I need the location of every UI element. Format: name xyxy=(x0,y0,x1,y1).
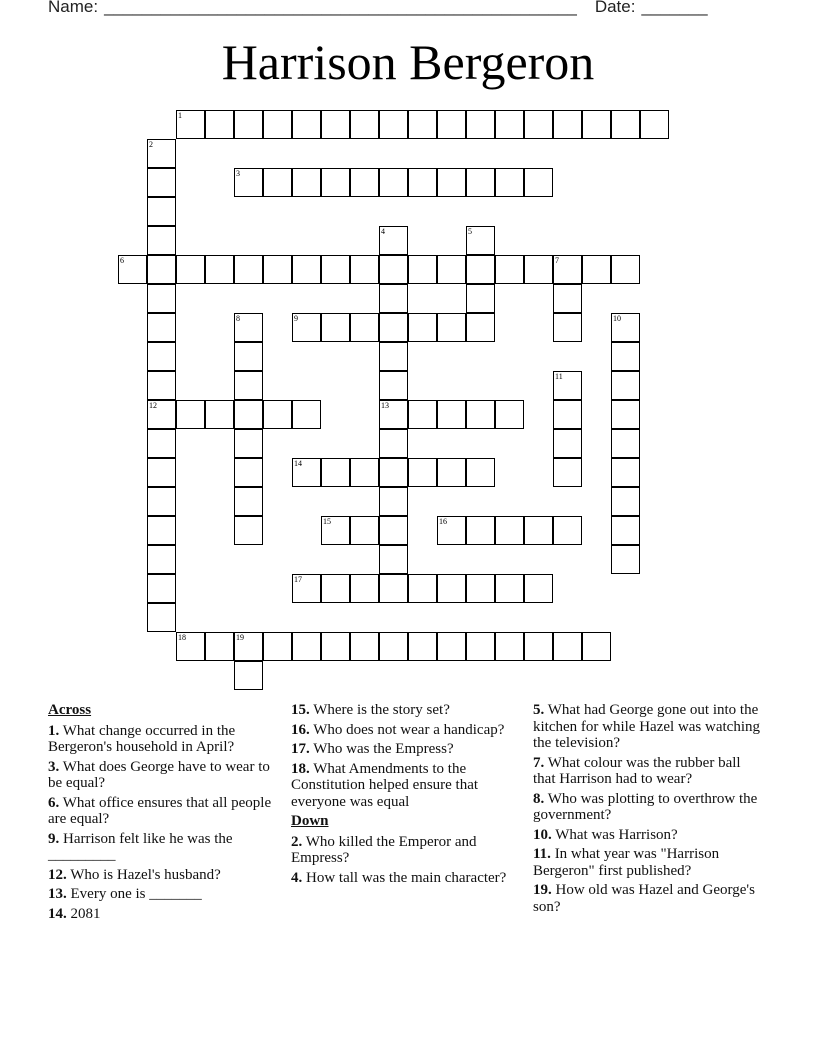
crossword-cell[interactable] xyxy=(582,255,611,284)
crossword-cell[interactable] xyxy=(379,110,408,139)
crossword-cell[interactable] xyxy=(553,429,582,458)
crossword-cell[interactable] xyxy=(611,313,640,342)
crossword-cell[interactable] xyxy=(466,226,495,255)
crossword-cell[interactable] xyxy=(408,400,437,429)
clue-down-19 xyxy=(533,882,765,915)
clue-text: Harrison felt like he was the _________ xyxy=(48,830,233,863)
cell-number: 5 xyxy=(468,227,472,236)
clue-text: Who does not wear a handicap? xyxy=(313,721,505,738)
clue-column-1 xyxy=(48,702,280,925)
crossword-cell[interactable] xyxy=(118,255,147,284)
crossword-cell[interactable] xyxy=(553,255,582,284)
crossword-cell[interactable] xyxy=(379,342,408,371)
crossword-cell[interactable] xyxy=(640,110,669,139)
crossword-cell[interactable] xyxy=(147,197,176,226)
crossword-cell[interactable] xyxy=(553,284,582,313)
clue-text: What was Harrison? xyxy=(555,826,678,843)
crossword-cell[interactable] xyxy=(176,400,205,429)
crossword-cell[interactable] xyxy=(205,255,234,284)
clue-number: 18. xyxy=(291,760,310,777)
clue-across-9 xyxy=(48,831,280,864)
crossword-cell[interactable] xyxy=(147,603,176,632)
clue-text: How tall was the main character? xyxy=(306,869,507,886)
crossword-cell[interactable] xyxy=(553,458,582,487)
crossword-cell[interactable] xyxy=(611,516,640,545)
crossword-cell[interactable] xyxy=(437,110,466,139)
crossword-cell[interactable] xyxy=(321,632,350,661)
clue-number: 5. xyxy=(533,702,545,718)
crossword-cell[interactable] xyxy=(350,458,379,487)
cell-number: 8 xyxy=(236,314,240,323)
clue-text: How old was Hazel and George's son? xyxy=(533,882,755,915)
crossword-cell[interactable] xyxy=(379,429,408,458)
date-label: Date: xyxy=(594,0,636,16)
clue-number: 13. xyxy=(48,886,67,902)
crossword-cell[interactable] xyxy=(379,632,408,661)
crossword-cell[interactable] xyxy=(350,255,379,284)
crossword-cell[interactable] xyxy=(379,574,408,603)
crossword-cell[interactable] xyxy=(292,458,321,487)
crossword-cell[interactable] xyxy=(379,545,408,574)
crossword-cell[interactable] xyxy=(350,313,379,342)
crossword-cell[interactable] xyxy=(437,255,466,284)
crossword-cell[interactable] xyxy=(495,574,524,603)
down-heading: Down xyxy=(291,813,329,829)
crossword-cell[interactable] xyxy=(234,487,263,516)
crossword-cell[interactable] xyxy=(408,110,437,139)
clue-text: Who was the Empress? xyxy=(313,741,454,757)
clue-number: 10. xyxy=(533,826,552,843)
crossword-cell[interactable] xyxy=(350,632,379,661)
crossword-cell[interactable] xyxy=(234,110,263,139)
crossword-cell[interactable] xyxy=(234,429,263,458)
crossword-cell[interactable] xyxy=(495,168,524,197)
crossword-cell[interactable] xyxy=(466,284,495,313)
crossword-cell[interactable] xyxy=(292,400,321,429)
crossword-cell[interactable] xyxy=(495,255,524,284)
crossword-cell[interactable] xyxy=(147,429,176,458)
clue-number: 3. xyxy=(48,758,60,775)
clue-number: 11. xyxy=(533,846,551,862)
crossword-cell[interactable] xyxy=(350,574,379,603)
crossword-cell[interactable] xyxy=(147,139,176,168)
clue-down-7 xyxy=(533,755,765,788)
crossword-cell[interactable] xyxy=(466,400,495,429)
crossword-cell[interactable] xyxy=(234,313,263,342)
name-label: Name: xyxy=(48,0,99,16)
puzzle-title: Harrison Bergeron xyxy=(221,34,595,90)
clue-text: What Amendments to the Constitution helped ensure that everyone was equal xyxy=(291,760,479,810)
crossword-cell[interactable] xyxy=(379,226,408,255)
crossword-cell[interactable] xyxy=(553,313,582,342)
crossword-cell[interactable] xyxy=(234,400,263,429)
crossword-cell[interactable] xyxy=(611,371,640,400)
crossword-cell[interactable] xyxy=(321,574,350,603)
crossword-cell[interactable] xyxy=(495,632,524,661)
crossword-cell[interactable] xyxy=(408,168,437,197)
clue-number: 8. xyxy=(533,790,545,807)
clue-across-16 xyxy=(291,722,523,739)
crossword-cell[interactable] xyxy=(176,632,205,661)
crossword-cell[interactable] xyxy=(234,371,263,400)
crossword-cell[interactable] xyxy=(611,400,640,429)
crossword-cell[interactable] xyxy=(408,313,437,342)
clue-number: 15. xyxy=(291,702,310,718)
cell-number: 19 xyxy=(236,633,244,642)
crossword-cell[interactable] xyxy=(524,632,553,661)
crossword-cell[interactable] xyxy=(379,516,408,545)
crossword-cell[interactable] xyxy=(437,168,466,197)
crossword-cell[interactable] xyxy=(176,255,205,284)
clue-text: In what year was "Harrison Bergeron" first published? xyxy=(533,846,720,879)
crossword-cell[interactable] xyxy=(611,110,640,139)
clue-text: Where is the story set? xyxy=(313,702,450,718)
clue-down-8 xyxy=(533,791,765,824)
crossword-cell[interactable] xyxy=(437,632,466,661)
crossword-cell[interactable] xyxy=(292,574,321,603)
crossword-cell[interactable] xyxy=(147,342,176,371)
cell-number: 15 xyxy=(323,517,331,526)
crossword-cell[interactable] xyxy=(147,458,176,487)
crossword-cell[interactable] xyxy=(466,313,495,342)
cell-number: 10 xyxy=(613,314,621,323)
clue-down-10 xyxy=(533,827,765,844)
crossword-cell[interactable] xyxy=(611,545,640,574)
crossword-cell[interactable] xyxy=(408,458,437,487)
cell-number: 1 xyxy=(178,111,182,120)
crossword-cell[interactable] xyxy=(147,516,176,545)
crossword-cell[interactable] xyxy=(147,545,176,574)
crossword-cell[interactable] xyxy=(147,284,176,313)
clue-number: 4. xyxy=(291,869,303,886)
clue-across-18 xyxy=(291,761,523,811)
clue-text: Who killed the Emperor and Empress? xyxy=(291,833,477,866)
crossword-cell[interactable] xyxy=(263,632,292,661)
crossword-cell[interactable] xyxy=(466,516,495,545)
crossword-cell[interactable] xyxy=(292,110,321,139)
crossword-cell[interactable] xyxy=(437,516,466,545)
date-field[interactable]: _______ xyxy=(641,0,708,16)
clue-number: 14. xyxy=(48,905,67,922)
crossword-cell[interactable] xyxy=(524,168,553,197)
crossword-cell[interactable] xyxy=(350,168,379,197)
crossword-cell[interactable] xyxy=(147,574,176,603)
crossword-cell[interactable] xyxy=(147,371,176,400)
cell-number: 3 xyxy=(236,169,240,178)
cell-number: 17 xyxy=(294,575,302,584)
crossword-cell[interactable] xyxy=(582,632,611,661)
crossword-cell[interactable] xyxy=(495,110,524,139)
clue-text: 2081 xyxy=(70,905,101,922)
cell-number: 6 xyxy=(120,256,124,265)
crossword-cell[interactable] xyxy=(205,400,234,429)
crossword-cell[interactable] xyxy=(205,632,234,661)
cell-number: 13 xyxy=(381,401,389,410)
crossword-cell[interactable] xyxy=(553,371,582,400)
clue-text: Who was plotting to overthrow the government? xyxy=(533,790,758,823)
crossword-cell[interactable] xyxy=(466,574,495,603)
crossword-cell[interactable] xyxy=(553,400,582,429)
crossword-cell[interactable] xyxy=(321,110,350,139)
crossword-cell[interactable] xyxy=(379,255,408,284)
crossword-cell[interactable] xyxy=(321,168,350,197)
across-heading: Across xyxy=(48,702,92,718)
clue-number: 9. xyxy=(48,830,60,847)
crossword-cell[interactable] xyxy=(147,255,176,284)
crossword-cell[interactable] xyxy=(466,110,495,139)
clue-across-14 xyxy=(48,906,280,923)
crossword-cell[interactable] xyxy=(234,661,263,690)
crossword-cell[interactable] xyxy=(147,400,176,429)
crossword-cell[interactable] xyxy=(321,255,350,284)
cell-number: 11 xyxy=(555,372,563,381)
crossword-cell[interactable] xyxy=(437,313,466,342)
crossword-cell[interactable] xyxy=(466,168,495,197)
crossword-cell[interactable] xyxy=(292,632,321,661)
clue-across-3 xyxy=(48,759,280,792)
crossword-cell[interactable] xyxy=(495,516,524,545)
crossword-cell[interactable] xyxy=(379,371,408,400)
clue-across-13 xyxy=(48,886,280,903)
crossword-cell[interactable] xyxy=(437,574,466,603)
crossword-cell[interactable] xyxy=(379,313,408,342)
crossword-cell[interactable] xyxy=(321,458,350,487)
crossword-cell[interactable] xyxy=(437,458,466,487)
clue-number: 2. xyxy=(291,833,303,850)
cell-number: 7 xyxy=(555,256,559,265)
crossword-cell[interactable] xyxy=(147,226,176,255)
clue-down-4 xyxy=(291,870,523,887)
crossword-cell[interactable] xyxy=(234,255,263,284)
clue-across-6 xyxy=(48,795,280,828)
clue-number: 19. xyxy=(533,882,552,898)
crossword-cell[interactable] xyxy=(524,255,553,284)
crossword-cell[interactable] xyxy=(234,632,263,661)
crossword-cell[interactable] xyxy=(234,168,263,197)
cell-number: 18 xyxy=(178,633,186,642)
clue-text: What does George have to wear to be equal? xyxy=(48,758,270,791)
clue-number: 6. xyxy=(48,794,60,811)
crossword-cell[interactable] xyxy=(234,342,263,371)
crossword-cell[interactable] xyxy=(379,284,408,313)
crossword-cell[interactable] xyxy=(611,255,640,284)
crossword-cell[interactable] xyxy=(263,110,292,139)
crossword-cell[interactable] xyxy=(408,632,437,661)
clue-down-11 xyxy=(533,846,765,879)
crossword-cell[interactable] xyxy=(147,313,176,342)
cell-number: 14 xyxy=(294,459,302,468)
crossword-cell[interactable] xyxy=(553,516,582,545)
crossword-cell[interactable] xyxy=(408,574,437,603)
crossword-cell[interactable] xyxy=(263,400,292,429)
crossword-cell[interactable] xyxy=(147,168,176,197)
crossword-cell[interactable] xyxy=(611,429,640,458)
crossword-cell[interactable] xyxy=(379,458,408,487)
crossword-cell[interactable] xyxy=(263,168,292,197)
clue-text: What colour was the rubber ball that Harrison had to wear? xyxy=(533,754,741,787)
crossword-cell[interactable] xyxy=(611,342,640,371)
clue-text: Every one is _______ xyxy=(70,886,202,902)
crossword-cell[interactable] xyxy=(466,632,495,661)
crossword-cell[interactable] xyxy=(147,487,176,516)
crossword-cell[interactable] xyxy=(553,110,582,139)
crossword-cell[interactable] xyxy=(466,255,495,284)
crossword-cell[interactable] xyxy=(524,574,553,603)
clue-text: Who is Hazel's husband? xyxy=(70,866,221,883)
clue-text: What change occurred in the Bergeron's household in April? xyxy=(48,722,236,755)
crossword-cell[interactable] xyxy=(611,487,640,516)
crossword-cell[interactable] xyxy=(379,487,408,516)
crossword-cell[interactable] xyxy=(292,313,321,342)
cell-number: 12 xyxy=(149,401,157,410)
crossword-cell[interactable] xyxy=(379,400,408,429)
crossword-cell[interactable] xyxy=(379,168,408,197)
clue-across-1 xyxy=(48,723,280,756)
cell-number: 9 xyxy=(294,314,298,323)
crossword-cell[interactable] xyxy=(176,110,205,139)
clue-number: 1. xyxy=(48,722,60,739)
clue-number: 16. xyxy=(291,721,310,738)
crossword-cell[interactable] xyxy=(466,458,495,487)
name-field[interactable]: __________________________________________________ xyxy=(104,0,577,16)
clue-across-17 xyxy=(291,741,523,758)
crossword-cell[interactable] xyxy=(321,516,350,545)
crossword-cell[interactable] xyxy=(350,516,379,545)
crossword-cell[interactable] xyxy=(524,110,553,139)
clue-number: 17. xyxy=(291,741,310,757)
clue-across-15 xyxy=(291,702,523,719)
crossword-cell[interactable] xyxy=(582,110,611,139)
crossword-cell[interactable] xyxy=(611,458,640,487)
crossword-cell[interactable] xyxy=(408,255,437,284)
crossword-cell[interactable] xyxy=(495,400,524,429)
crossword-cell[interactable] xyxy=(234,458,263,487)
crossword-cell[interactable] xyxy=(524,516,553,545)
cell-number: 2 xyxy=(149,140,153,149)
clue-column-3 xyxy=(533,702,765,918)
clue-column-2 xyxy=(291,702,523,889)
crossword-cell[interactable] xyxy=(553,632,582,661)
crossword-cell[interactable] xyxy=(234,516,263,545)
crossword-cell[interactable] xyxy=(321,313,350,342)
crossword-cell[interactable] xyxy=(292,168,321,197)
clue-text: What had George gone out into the kitchen for while Hazel was watching the television? xyxy=(533,702,760,751)
crossword-cell[interactable] xyxy=(350,110,379,139)
clue-number: 12. xyxy=(48,866,67,883)
clue-number: 7. xyxy=(533,754,545,771)
clue-text: What office ensures that all people are equal? xyxy=(48,794,272,827)
crossword-cell[interactable] xyxy=(437,400,466,429)
crossword-cell[interactable] xyxy=(263,255,292,284)
clue-down-5 xyxy=(533,702,765,752)
cell-number: 16 xyxy=(439,517,447,526)
cell-number: 4 xyxy=(381,227,385,236)
clue-down-2 xyxy=(291,834,523,867)
clue-across-12 xyxy=(48,867,280,884)
crossword-cell[interactable] xyxy=(205,110,234,139)
crossword-cell[interactable] xyxy=(292,255,321,284)
